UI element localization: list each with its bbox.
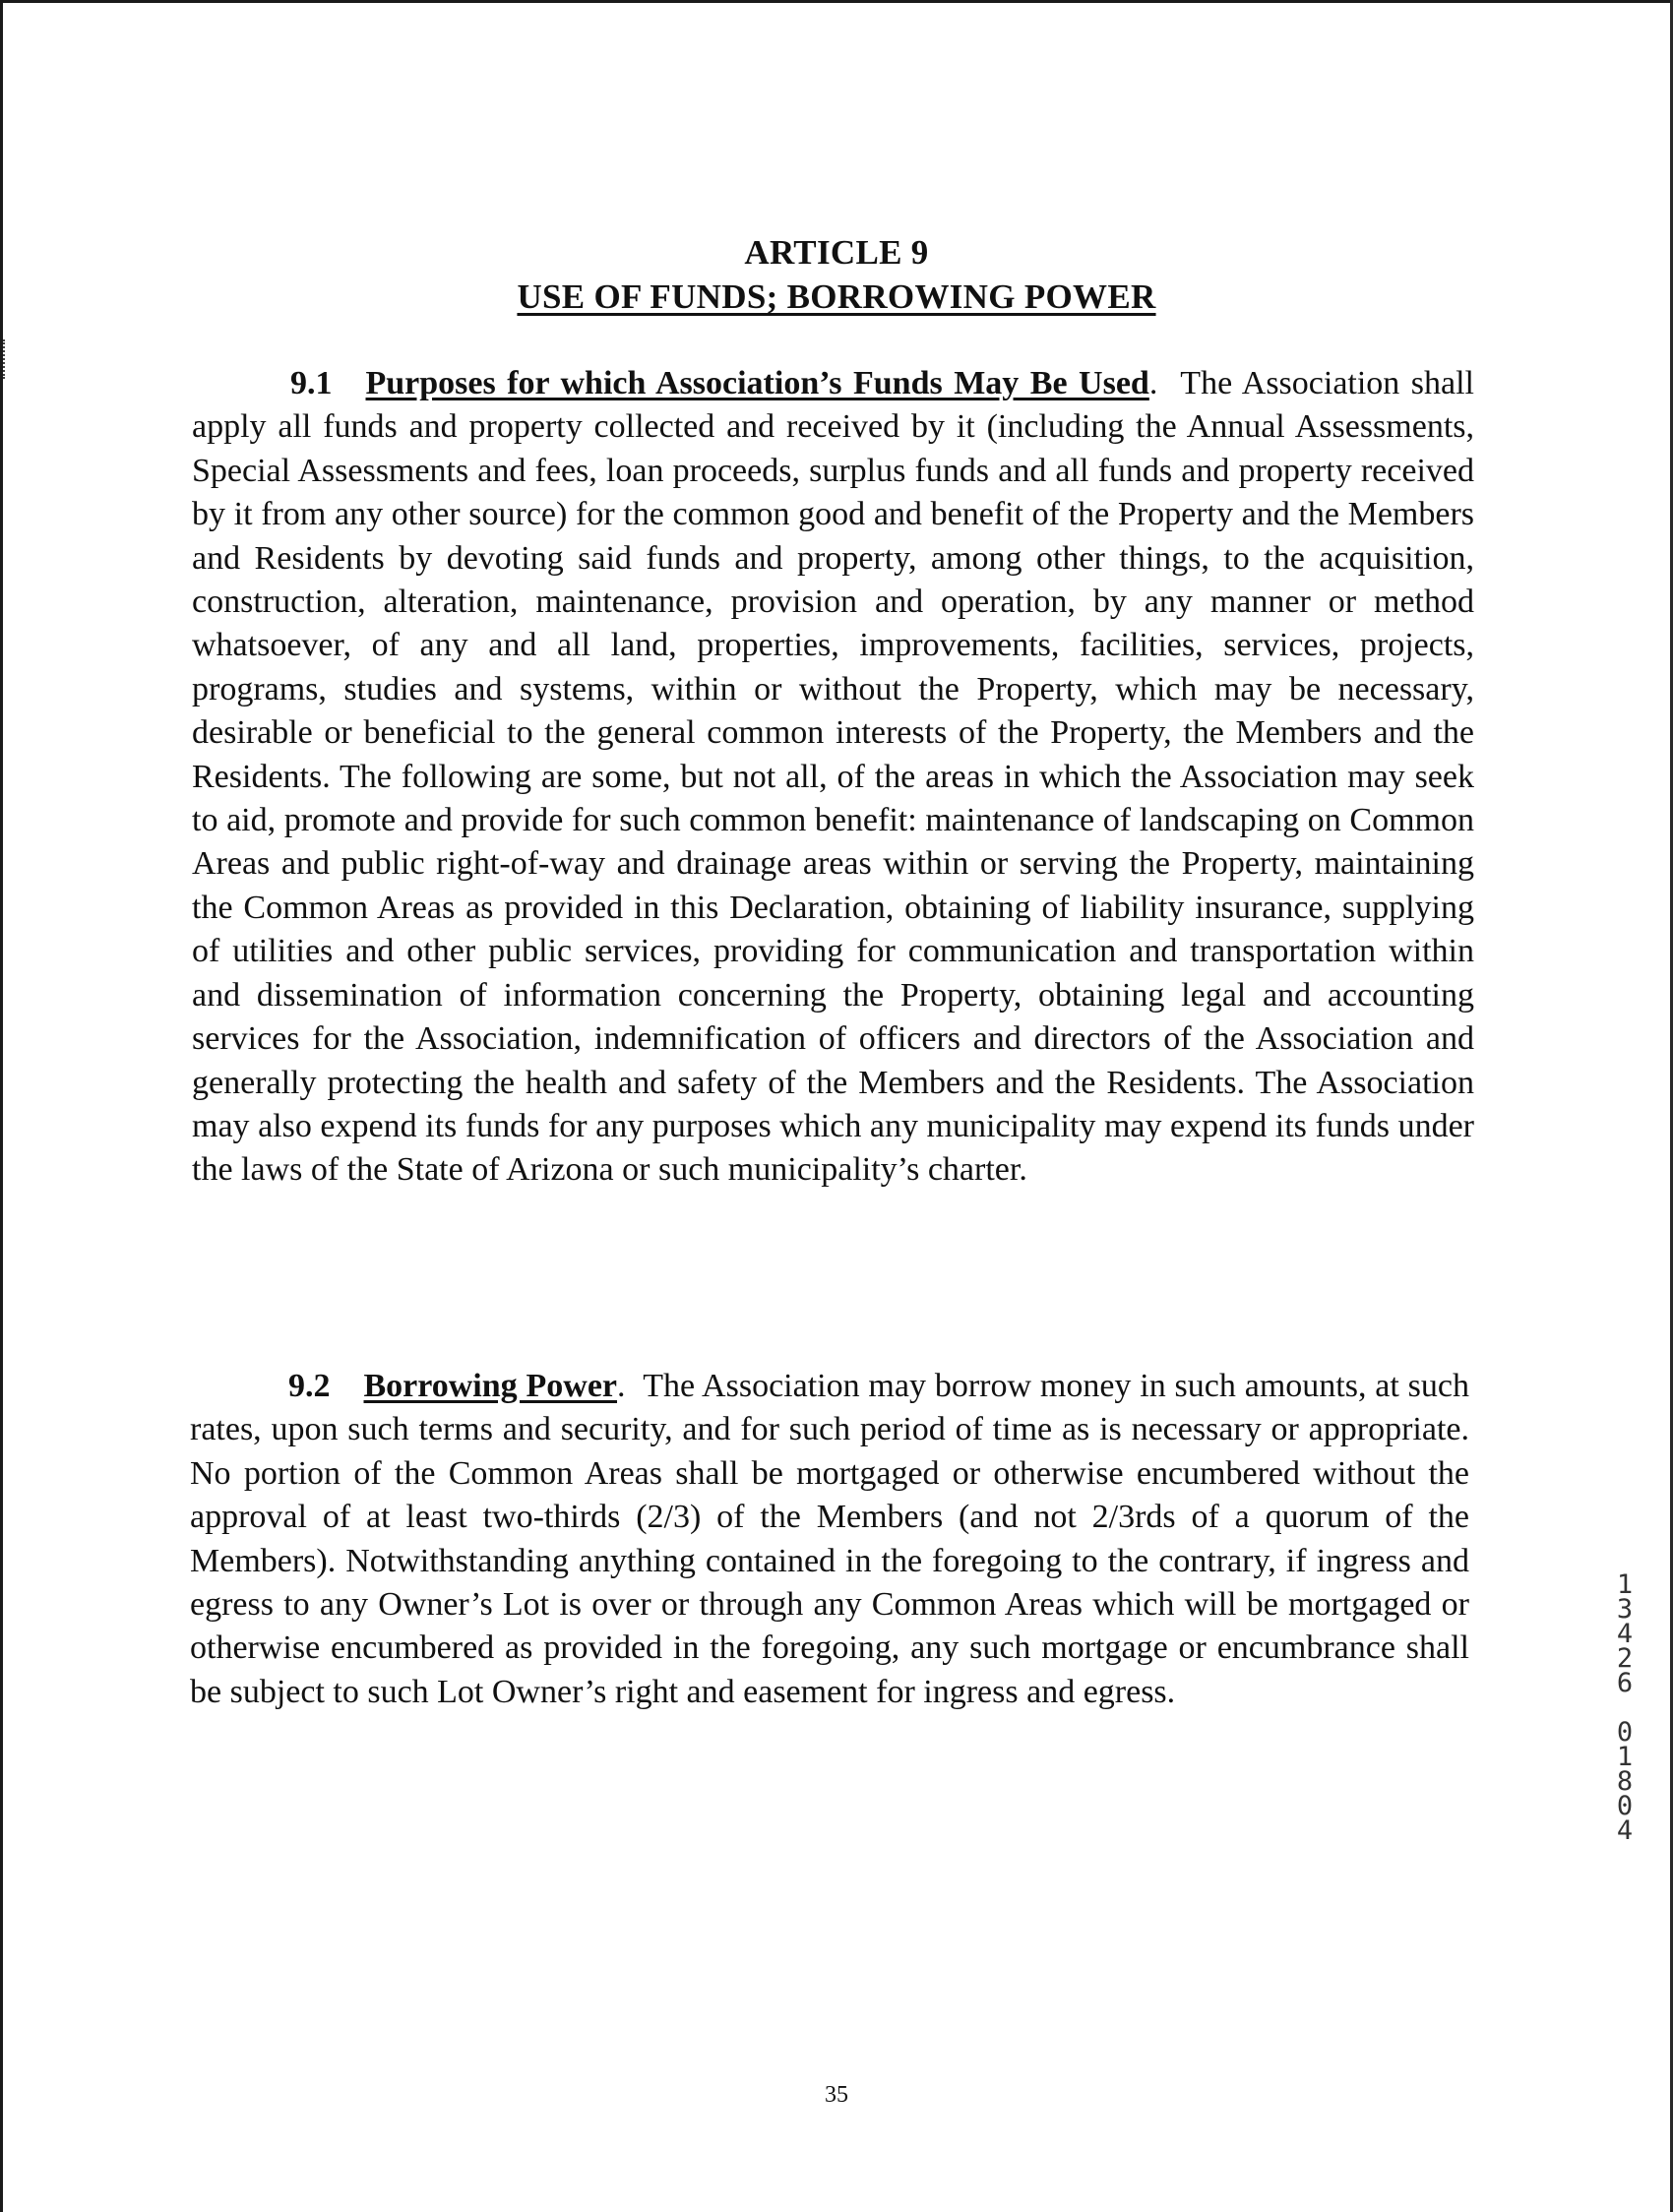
section-9-2: 9.2 Borrowing Power. The Association may borrow money in such amounts, at such rates, upon such terms and security, and for such period of time as is necessary or appropriate. No portion of the Common Areas shall be mortgaged or otherwise encumbered without the approval of at least two-thirds (2/3) of the Members (and not 2/3rds of a quorum of the Members). Notwithstanding anything contained in the foregoing to the contrary, if ingress and egress to any Owner’s Lot is over or through any Common Areas which will be mortgaged or otherwise encumbered as provided in the foregoing, any such mortgage or encumbrance shall be subject to such Lot Owner’s right and easement for ingress and egress.	[190, 1368, 1469, 1710]
section-number: 9.2	[288, 1368, 331, 1404]
article-title: USE OF FUNDS; BORROWING POWER	[517, 277, 1156, 316]
section-title: Borrowing Power	[363, 1368, 618, 1404]
section-body: The Association shall apply all funds and property collected and received by it (including the Annual Assessments, Special Assessments and fees, loan proceeds, surplus funds and all funds and property received by it from any other source) for the common good and benefit of the Property and the Members and Residents by devoting said funds and property, among other things, to the acquisition, construction, alteration, maintenance, provision and operation, by any manner or method whatsoever, of any and all land, properties, improvements, facilities, services, projects, programs, studies and systems, within or without the Property, which may be necessary, desirable or beneficial to the general common interests of the Property, the Members and the Residents. The following are some, but not all, of the areas in which the Association may seek to aid, promote and provide for such common benefit: maintenance of landscaping on Common Areas and public right-of-way and drainage areas within or serving the Property, maintaining the Common Areas as provided in this Declaration, obtaining of liability insurance, supplying of utilities and other public services, providing for communication and transportation within and dissemination of information concerning the Property, obtaining legal and accounting services for the Association, indemnification of officers and directors of the Association and generally protecting the health and safety of the Members and the Residents. The Association may also expend its funds for any purposes which any municipality may expend its funds under the laws of the State of Arizona or such municipality’s charter.	[192, 365, 1474, 1189]
section-title: Purposes for which Association’s Funds May Be Used	[365, 365, 1149, 401]
article-heading: ARTICLE 9	[744, 233, 929, 272]
section-number: 9.1	[290, 365, 333, 401]
section-body: The Association may borrow money in such amounts, at such rates, upon such terms and security, and for such period of time as is necessary or appropriate. No portion of the Common Areas shall be mortgaged or otherwise encumbered without the approval of at least two-thirds (2/3) of the Members (and not 2/3rds of a quorum of the Members). Notwithstanding anything contained in the foregoing to the contrary, if ingress and egress to any Owner’s Lot is over or through any Common Areas which will be mortgaged or otherwise encumbered as provided in the foregoing, any such mortgage or encumbrance shall be subject to such Lot Owner’s right and easement for ingress and egress.	[190, 1368, 1469, 1710]
scan-border-top	[0, 0, 1673, 3]
scan-border-left	[0, 0, 3, 2212]
recording-stamp: 1 3 4 2 6 0 1 8 0 4	[1616, 1569, 1634, 1846]
page-number: 35	[825, 2082, 848, 2108]
scan-margin-marks	[3, 339, 8, 379]
section-9-1: 9.1 Purposes for which Association’s Funds May Be Used. The Association shall apply all funds and property collected and received by it (including the Annual Assessments, Special Assessments and fees, loan proceeds, surplus funds and all funds and property received by it from any other source) for the common good and benefit of the Property and the Members and Residents by devoting said funds and property, among other things, to the acquisition, construction, alteration, maintenance, provision and operation, by any manner or method whatsoever, of any and all land, properties, improvements, facilities, services, projects, programs, studies and systems, within or without the Property, which may be necessary, desirable or beneficial to the general common interests of the Property, the Members and the Residents. The following are some, but not all, of the areas in which the Association may seek to aid, promote and provide for such common benefit: maintenance of landscaping on Common Areas and public right-of-way and drainage areas within or serving the Property, maintaining the Common Areas as provided in this Declaration, obtaining of liability insurance, supplying of utilities and other public services, providing for communication and transportation within and dissemination of information concerning the Property, obtaining legal and accounting services for the Association, indemnification of officers and directors of the Association and generally protecting the health and safety of the Members and the Residents. The Association may also expend its funds for any purposes which any municipality may expend its funds under the laws of the State of Arizona or such municipality’s charter.	[192, 365, 1474, 1189]
